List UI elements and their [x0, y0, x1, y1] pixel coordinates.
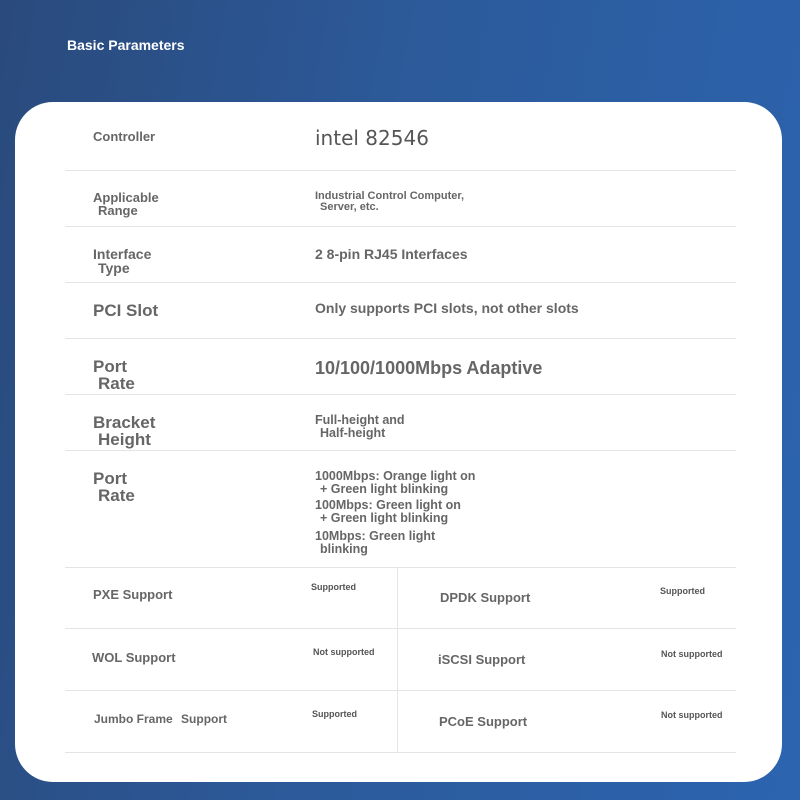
param-value: 2 8-pin RJ45 Interfaces — [315, 246, 468, 262]
param-value: Industrial Control Computer, Server, etc. — [315, 190, 465, 213]
param-row-controller — [65, 102, 736, 171]
jumbo-frame-support-value: Supported — [312, 709, 357, 719]
param-row-interface-type — [65, 226, 736, 283]
param-value: Only supports PCI slots, not other slots — [315, 300, 579, 316]
support-row — [65, 567, 736, 629]
param-value: intel 82546 — [315, 126, 429, 150]
iscsi-support-value: Not supported — [661, 649, 723, 659]
param-value: 10/100/1000Mbps Adaptive — [315, 358, 543, 378]
param-label: Interface Type — [93, 246, 152, 276]
page-title: Basic Parameters — [67, 37, 185, 53]
pcoe-support-value: Not supported — [661, 710, 723, 720]
support-row — [65, 629, 736, 691]
parameters-card — [15, 102, 782, 782]
param-row-applicable-range — [65, 170, 736, 227]
jumbo-frame-support-label: Jumbo Frame Support — [94, 712, 228, 726]
param-row-port-rate — [65, 338, 736, 395]
pxe-support-label: PXE Support — [93, 587, 173, 602]
param-label: Bracket Height — [93, 413, 156, 449]
param-value: 1000Mbps: Orange light on + Green light blinking 100Mbps: Green light on + Green light blinking 10Mbps: Green light blinking — [315, 469, 476, 556]
param-row-port-led — [65, 450, 736, 568]
pcoe-support-label: PCoE Support — [439, 714, 528, 729]
iscsi-support-label: iSCSI Support — [438, 652, 526, 667]
param-row-pci-slot — [65, 282, 736, 339]
param-label: Applicable Range — [93, 190, 159, 218]
param-label: PCI Slot — [93, 301, 159, 320]
pxe-support-value: Supported — [311, 582, 356, 592]
param-label: Port Rate — [93, 357, 135, 393]
param-value: Full-height and Half-height — [315, 413, 405, 440]
dpdk-support-label: DPDK Support — [440, 590, 531, 605]
param-row-bracket-height — [65, 394, 736, 451]
wol-support-label: WOL Support — [92, 650, 176, 665]
dpdk-support-value: Supported — [660, 586, 705, 596]
wol-support-value: Not supported — [313, 647, 375, 657]
param-label: Controller — [93, 129, 156, 144]
support-row — [65, 691, 736, 753]
param-label: Port Rate — [93, 469, 135, 505]
